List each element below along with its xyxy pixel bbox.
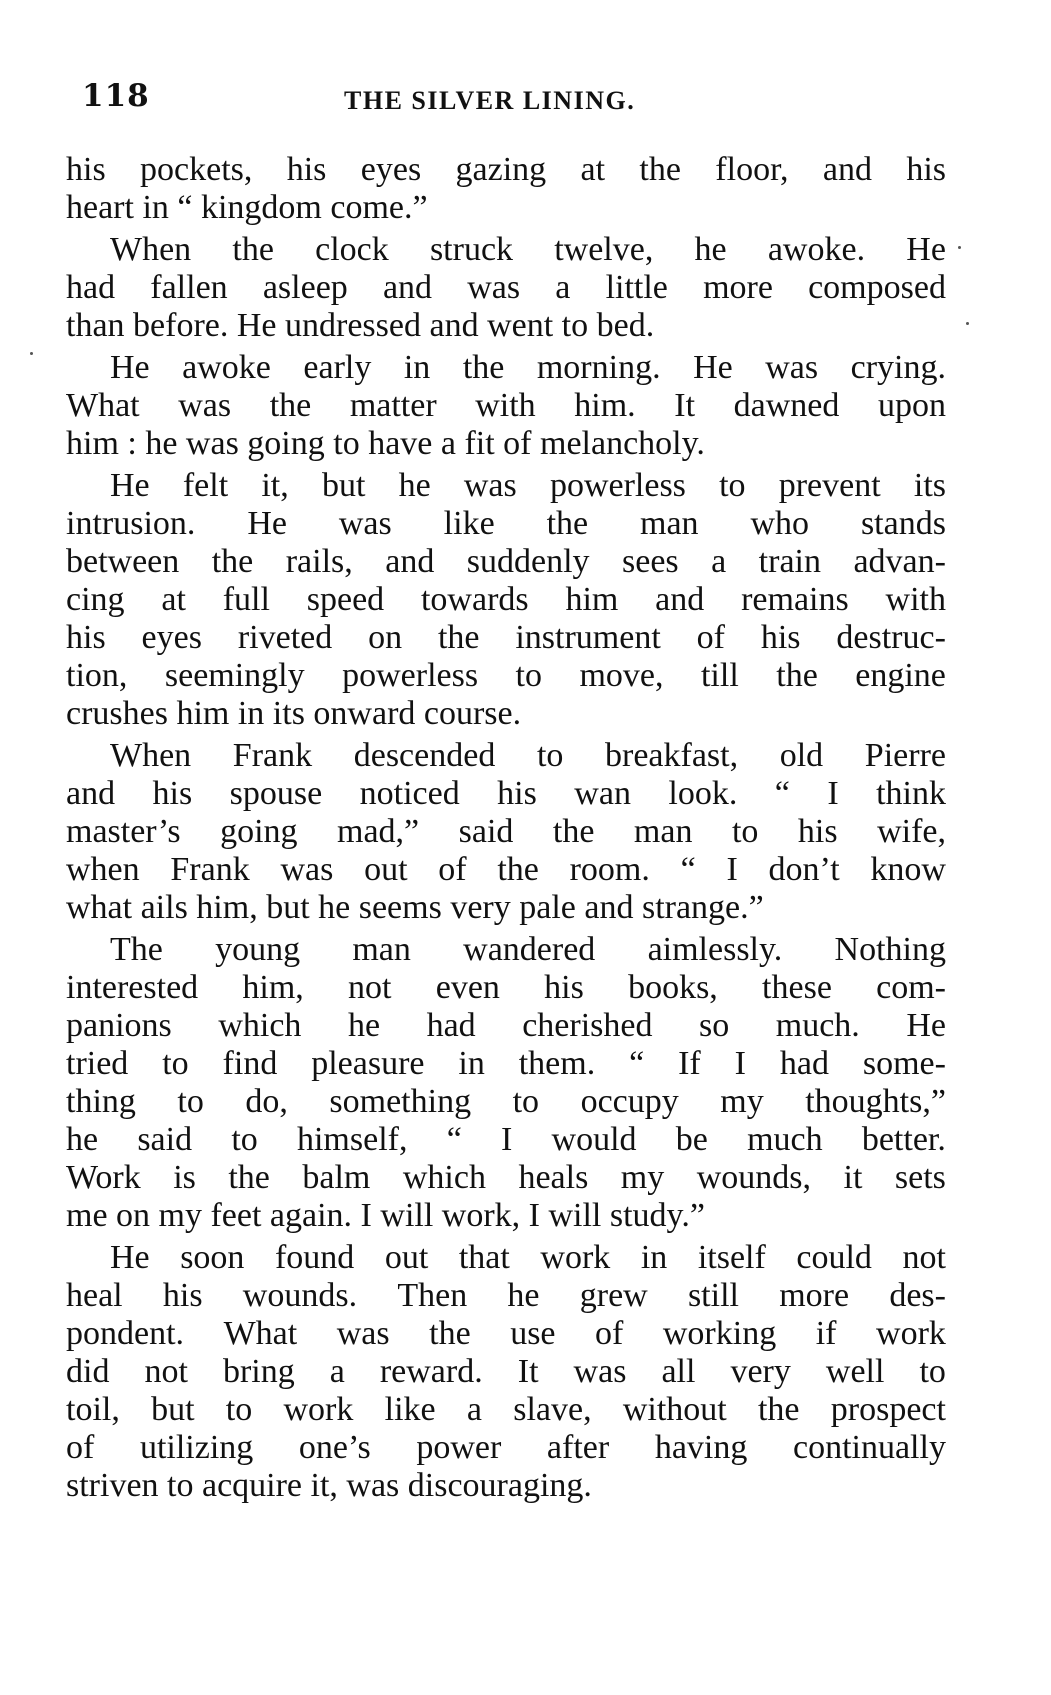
text-line: thing to do, something to occupy my thoughts,” bbox=[66, 1083, 946, 1120]
text-line: what ails him, but he seems very pale and strange.” bbox=[66, 889, 764, 926]
text-line: interested him, not even his books, these com- bbox=[66, 969, 946, 1006]
text-line: him : he was going to have a fit of melancholy. bbox=[66, 425, 705, 462]
text-line: when Frank was out of the room. “ I don’t know bbox=[66, 851, 946, 888]
text-line: When Frank descended to breakfast, old Pierre bbox=[110, 737, 946, 774]
text-line: his eyes riveted on the instrument of his destruc- bbox=[66, 619, 946, 656]
text-line: me on my feet again. I will work, I will study.” bbox=[66, 1197, 705, 1234]
text-line: master’s going mad,” said the man to his wife, bbox=[66, 813, 946, 850]
running-title: THE SILVER LINING. bbox=[344, 86, 636, 115]
text-line: toil, but to work like a slave, without the prospect bbox=[66, 1391, 946, 1428]
text-line: did not bring a reward. It was all very well to bbox=[66, 1353, 946, 1390]
text-line: and his spouse noticed his wan look. “ I think bbox=[66, 775, 946, 812]
paragraph bbox=[66, 151, 946, 227]
paragraph bbox=[66, 931, 946, 1235]
print-speck bbox=[966, 322, 969, 325]
paragraph bbox=[66, 349, 946, 463]
text-line: He soon found out that work in itself could not bbox=[110, 1239, 946, 1276]
text-line: between the rails, and suddenly sees a train advan- bbox=[66, 543, 946, 580]
text-line: tion, seemingly powerless to move, till the engine bbox=[66, 657, 946, 694]
text-line: When the clock struck twelve, he awoke. He bbox=[110, 231, 946, 268]
text-line: striven to acquire it, was discouraging. bbox=[66, 1467, 592, 1504]
text-line: He felt it, but he was powerless to prevent its bbox=[110, 467, 946, 504]
text-line: than before. He undressed and went to bed. bbox=[66, 307, 655, 344]
print-speck bbox=[30, 352, 33, 355]
text-line: pondent. What was the use of working if work bbox=[66, 1315, 946, 1352]
text-line: had fallen asleep and was a little more composed bbox=[66, 269, 946, 306]
paragraph bbox=[66, 231, 946, 345]
paragraph bbox=[66, 467, 946, 733]
print-speck bbox=[958, 246, 961, 249]
text-line: panions which he had cherished so much. He bbox=[66, 1007, 946, 1044]
text-line: Work is the balm which heals my wounds, it sets bbox=[66, 1159, 946, 1196]
text-line: crushes him in its onward course. bbox=[66, 695, 522, 732]
text-line: He awoke early in the morning. He was crying. bbox=[110, 349, 946, 386]
body-text bbox=[66, 151, 946, 1509]
text-line: cing at full speed towards him and remains with bbox=[66, 581, 946, 618]
text-line: The young man wandered aimlessly. Nothing bbox=[110, 931, 946, 968]
page-header bbox=[82, 78, 722, 118]
paragraph bbox=[66, 1239, 946, 1505]
text-line: his pockets, his eyes gazing at the floor, and his bbox=[66, 151, 946, 188]
page-number: 118 bbox=[82, 78, 150, 114]
paragraph bbox=[66, 737, 946, 927]
text-line: intrusion. He was like the man who stands bbox=[66, 505, 946, 542]
text-line: heart in “ kingdom come.” bbox=[66, 189, 428, 226]
text-line: What was the matter with him. It dawned upon bbox=[66, 387, 946, 424]
text-line: of utilizing one’s power after having continually bbox=[66, 1429, 946, 1466]
text-line: tried to find pleasure in them. “ If I had some- bbox=[66, 1045, 946, 1082]
text-line: he said to himself, “ I would be much better. bbox=[66, 1121, 946, 1158]
text-line: heal his wounds. Then he grew still more des- bbox=[66, 1277, 946, 1314]
